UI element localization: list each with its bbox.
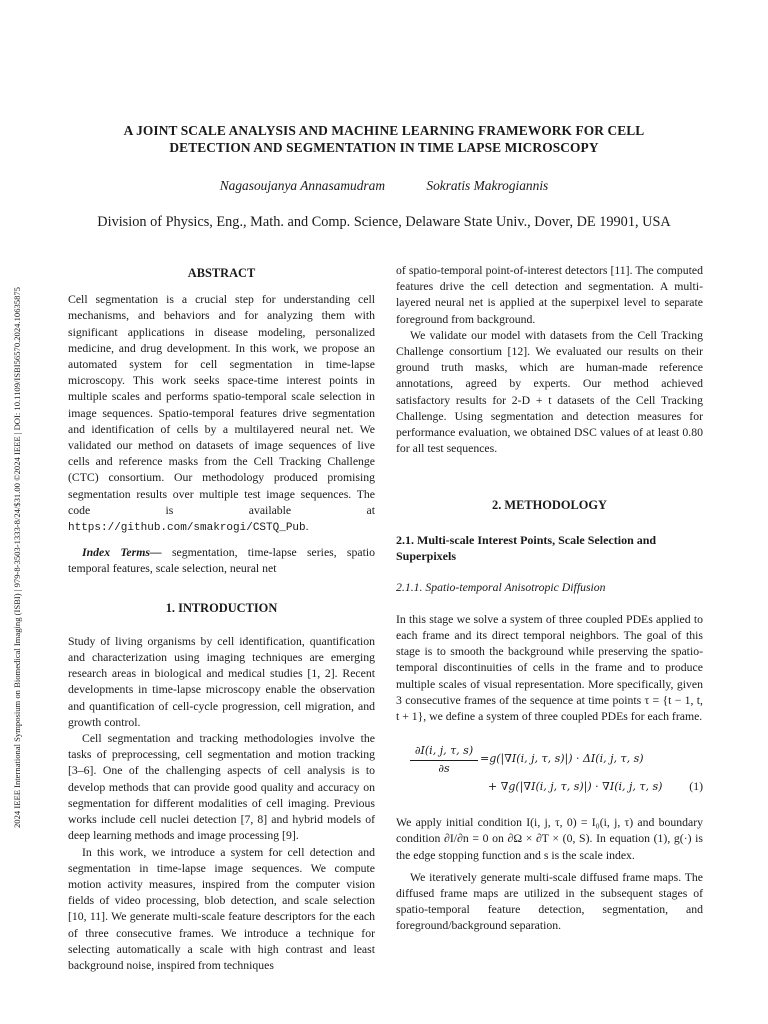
equation-line-1: =g(|∇I(i, j, τ, s)|) · ΔI(i, j, τ, s) [480,752,644,766]
intro-paragraph-2: Cell segmentation and tracking methodologies involve the tasks of preprocessing, cell segmentation and motion tracking [3–6]. One of the challenging aspects of cell analysis is to develop methods that can provide good quality and accuracy on segmentation for different modalities of cell imaging. Previous works include cell nuclei detection [7, 8] and hybrid models of deep learning methods and image processing [9]. [68,732,375,843]
equation-1 [396,741,703,805]
intro-paragraph-3: In this work, we introduce a system for cell detection and segmentation in time-lapse image sequences. We compute motion activity measures, inspired from the computer vision fields of video processing, blob detection, and scale selection [10, 11]. We generate multi-scale feature descriptors for the each of three consecutive frames. We introduce a technique for selecting automatically a scale with high contrast and least background noise, inspired from techniques [68,845,375,972]
copyright-text: 2024 IEEE International Symposium on Biomedical Imaging (ISBI) | 979-8-3503-1333-8/24/$31.00 ©2024 IEEE | DOI: 10.1109/ISBI56570.2024.10635875 [12,287,22,828]
intro-paragraph-1: Study of living organisms by cell identification, quantification and characterization using imaging techniques are emerging research areas in biological and medical studies [1, 2]. Recent developments in time-lapse microscopy enable the observation and quantification of cell-cycle progression, cell migration, and growth control. [68,634,375,729]
paper-title [60,122,708,156]
author-list [60,178,708,194]
index-terms: Index Terms— segmentation, time-lapse series, spatio temporal features, scale selection, neural net [68,546,375,576]
copyright-sidebar [12,188,26,828]
abstract-heading: ABSTRACT [187,266,256,280]
right-column [396,263,703,935]
right-paragraph-2: We validate our model with datasets from the Cell Tracking Challenge consortium [12]. We evaluated our results on their ground truth masks, which are human-made reference annotations, agreed by experts. Our method achieved satisfactory results for 2-D + t datasets of the Cell Tracking Challenge. Using segmentation and detection measures for performance evaluation, we obtained DSC values of at least 0.80 for all test sequences. [396,328,703,456]
methodology-heading: 2. METHODOLOGY [492,498,607,513]
equation-numerator: ∂I(i, j, τ, s) [410,743,478,761]
intro-heading: 1. INTRODUCTION [165,600,278,615]
title-line-1: A JOINT SCALE ANALYSIS AND MACHINE LEARNING FRAMEWORK FOR CELL [123,123,645,138]
author-2: Sokratis Makrogiannis [426,178,549,193]
method-paragraph-2: We apply initial condition I(i, j, τ, 0) = I₀(i, j, τ) and boundary condition ∂I/∂n = 0 on ∂Ω × ∂T × (0, S). In equation (1), g(·) is the edge stopping function and s is the scale index. [396,816,703,862]
subsection-heading: 2.1. Multi-scale Interest Points, Scale Selection and Superpixels [396,532,657,563]
author-1: Nagasoujanya Annasamudram [219,178,386,193]
method-paragraph-1: In this stage we solve a system of three coupled PDEs applied to each frame and its direct temporal neighbors. The goal of this stage is to smooth the background while preserving the spatio-temporal discontinuities of cells in the frame and to produce multiple scales of visual representation. More specifically, given 3 consecutive frames of the sequence at time points τ = {t − 1, t, t + 1}, we define a system of three coupled PDEs for each frame. [396,612,703,724]
left-column [68,265,375,974]
equation-fraction [410,743,478,777]
affiliation: Division of Physics, Eng., Math. and Comp. Science, Delaware State Univ., Dover, DE 19901, USA [97,214,671,230]
equation-line-2: + ∇g(|∇I(i, j, τ, s)|) · ∇I(i, j, τ, s) [488,780,663,794]
code-url: https://github.com/smakrogi/CSTQ_Pub [68,522,306,535]
subsubsection-heading: 2.1.1. Spatio-temporal Anisotropic Diffusion [396,580,606,594]
equation-number: (1) [689,780,703,794]
method-paragraph-3: We iteratively generate multi-scale diffused frame maps. The diffused frame maps are utilized in the subsequent stages of spatio-temporal feature detection, segmentation, and foreground/background separation. [396,870,703,933]
equation-denominator: ∂s [438,762,450,776]
abstract-body: Cell segmentation is a crucial step for understanding cell mechanisms, and behaviors and for analyzing them with significant applications in disease modeling, personalized medicine, and drug development. In this work, we propose an automated system for cell segmentation in time-lapse microscopy. This work seeks space-time interest points in multiple scales and performs spatio-temporal scale selection in image sequences. Spatio-temporal features drive segmentation and identification of cells by a multilayered neural net. We validated our method on datasets of image sequences of live cells and reference masks from the Cell Tracking Challenge (CTC) consortium. Our methodology produced promising segmentation results over multiple test image sequences. The code is available at https://github.com/smakrogi/CSTQ_Pub. [68,293,375,535]
right-paragraph-1: of spatio-temporal point-of-interest detectors [11]. The computed features drive the cell detection and segmentation. A multi-layered neural net is applied at the superpixel level to separate foreground from background. [396,264,703,326]
title-line-2: DETECTION AND SEGMENTATION IN TIME LAPSE MICROSCOPY [169,140,599,155]
